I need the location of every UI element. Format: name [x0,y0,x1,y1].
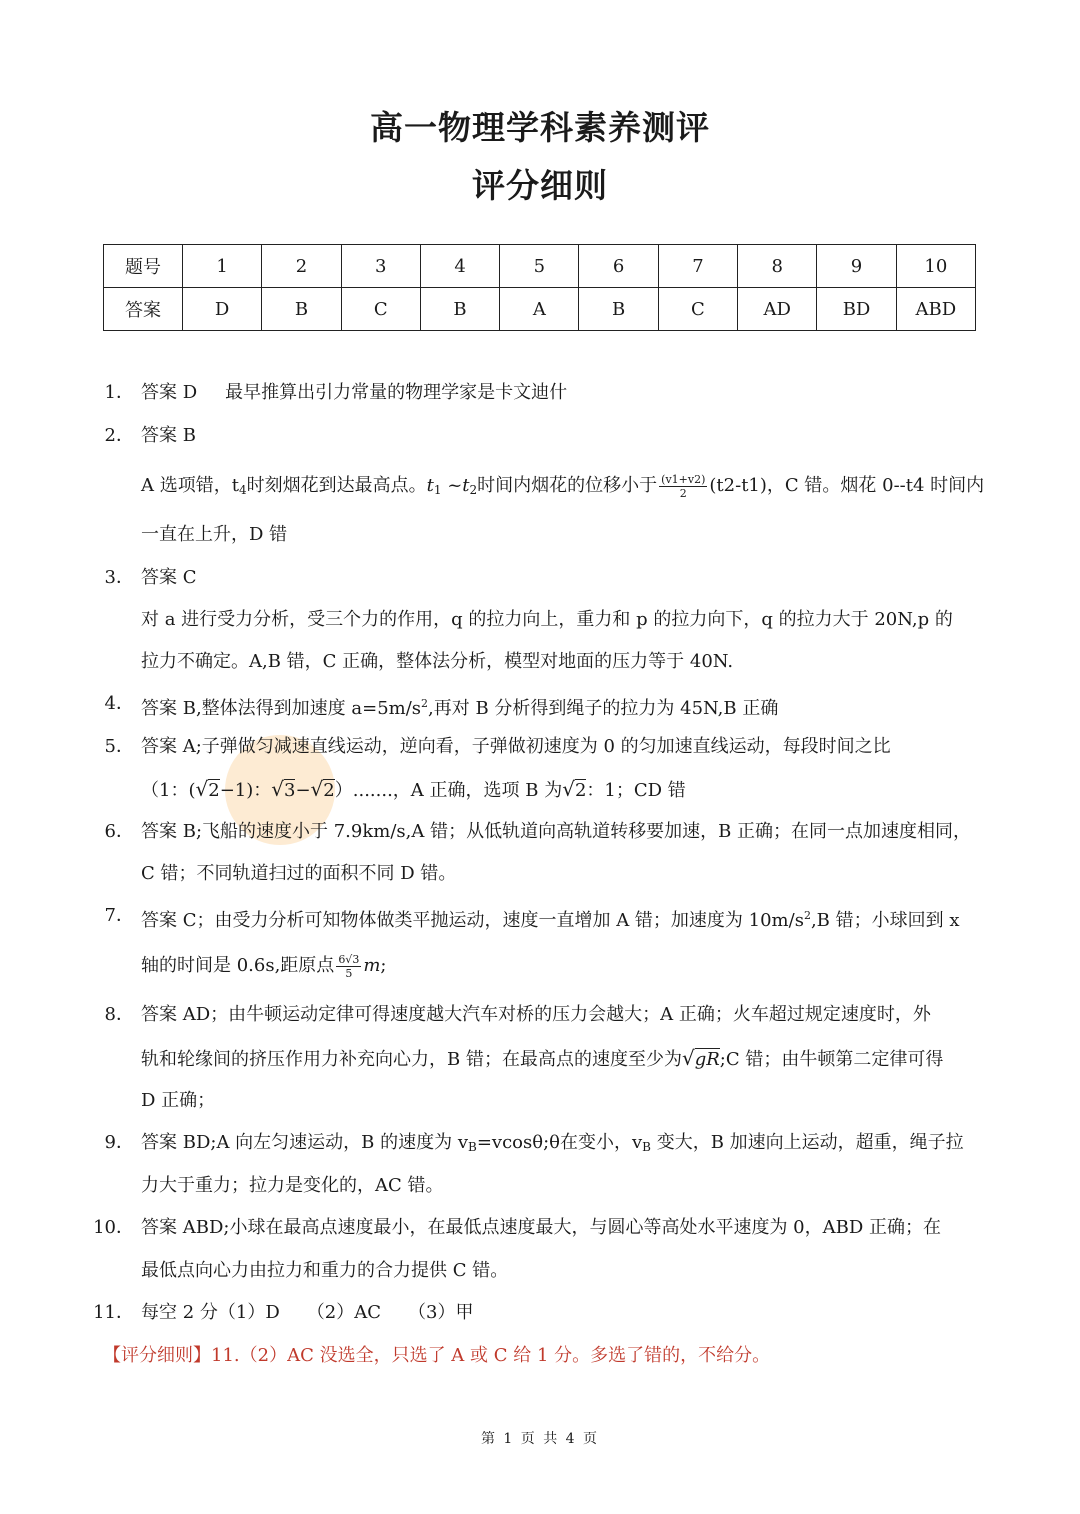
q8-line: 8． 答案 AD；由牛顿运动定律可得速度越大汽车对桥的压力会越大；A 正确；火车超过规定速度时，外 [0,1000,1080,1030]
distance-fraction: $\frac{6√3}{5}$ [338,952,360,980]
q7-line: 7． 答案 C；由受力分析可知物体做类平抛运动，速度一直增加 A 错；加速度为 $10m/s^2,B$ 错；小球回到 x [0,901,1080,931]
q11-line: 11． 每空 2 分（1）D （2）AC （3）甲 [0,1298,1080,1328]
q6-line: 6． 答案 B;飞船的速度小于 7.9km/s,A 错；从低轨道向高轨道转移要加速，B 正确；在同一点加速度相同， [0,817,1080,847]
table-cell: AD [738,288,817,331]
q9-explanation-line2: 力大于重力；拉力是变化的，AC 错。 [141,1175,444,1196]
q2-number: 2． [104,425,134,446]
q3-line [0,563,1080,593]
q6-number: 6． [104,821,134,842]
q1-line [0,378,1080,408]
table-cell: D [183,288,262,331]
table-cell: BD [817,288,896,331]
page-subtitle: 评分细则 [472,166,608,205]
table-cell: 9 [817,245,896,288]
table-cell: 7 [658,245,737,288]
q8-explanation-line2: 轨和轮缘间的挤压作用力补充向心力，B 错；在最高点的速度至少为√gR;C 错；由牛顿第二定律可得 [141,1046,944,1070]
page-footer: 第 1 页 共 4 页 [480,1431,600,1447]
table-cell: A [500,288,579,331]
table-cell: 1 [183,245,262,288]
table-cell: 8 [738,245,817,288]
q11-number: 11． [93,1302,134,1323]
q7-number: 7． [104,905,134,926]
q4-line: 4． 答案 B,整体法得到加速度 $a=5m/s^2$,再对 B 分析得到绳子的拉力为 45N,B 正确 [0,689,1080,719]
table-cell: ABD [896,288,975,331]
table-cell: 5 [500,245,579,288]
row-label-number: 题号 [104,245,183,288]
q8-number: 8． [104,1004,134,1025]
q5-explanation-line2: （1：(√2−1)：√3−√2）.......，A 正确，选项 B 为√2：1；CD 错 [141,777,686,801]
q5-number: 5． [104,736,134,757]
table-cell: 6 [579,245,658,288]
row-label-answer: 答案 [104,288,183,331]
velocity-fraction: $\frac{(v1+v2)}{2}$ [661,472,706,500]
table-cell: B [420,288,499,331]
table-cell: 10 [896,245,975,288]
q10-line: 10． 答案 ABD;小球在最高点速度最小，在最低点速度最大，与圆心等高处水平速度为 0，ABD 正确；在 [0,1213,1080,1243]
q2-explanation-line1: A 选项错，$t_4$时刻烟花到达最高点。$t_1$ $\sim t_2$时间内烟花的位移小于 $\frac{(v1+v2)}{2}$ (t2-t1)，C 错。烟花 0--t4 时间内 [141,472,985,500]
q2-line [0,421,1080,451]
q3-number: 3． [104,567,134,588]
q3-explanation-line1: 对 a 进行受力分析，受三个力的作用，q 的拉力向上，重力和 p 的拉力向下，q 的拉力大于 20N,p 的 [141,609,953,630]
q2-answer: 答案 B [141,425,196,446]
q3-explanation-line2: 拉力不确定。A,B 错，C 正确，整体法分析，模型对地面的压力等于 40N. [141,651,734,672]
table-cell: 3 [341,245,420,288]
q8-explanation-line3: D 正确； [141,1090,216,1111]
page-title: 高一物理学科素养测评 [370,108,710,147]
table-cell: B [579,288,658,331]
answer-table [103,244,976,331]
question-number-row [104,245,976,288]
q2-explanation-line2: 一直在上升，D 错 [141,524,288,545]
table-cell: B [262,288,341,331]
q1-explanation: 最早推算出引力常量的物理学家是卡文迪什 [225,382,568,403]
q1-answer: 答案 D [141,382,198,403]
q9-number: 9． [104,1132,134,1153]
q5-line: 5． 答案 A;子弹做匀减速直线运动，逆向看，子弹做初速度为 0 的匀加速直线运动，每段时间之比 [0,732,1080,762]
q1-number: 1． [104,382,134,403]
table-cell: C [341,288,420,331]
answer-row [104,288,976,331]
q6-explanation-line2: C 错；不同轨道扫过的面积不同 D 错。 [141,863,457,884]
table-cell: 2 [262,245,341,288]
table-cell: C [658,288,737,331]
scoring-note: 【评分细则】11.（2）AC 没选全，只选了 A 或 C 给 1 分。多选了错的，不给分。 [103,1345,771,1366]
q3-answer: 答案 C [141,567,197,588]
q4-number: 4． [104,693,134,714]
table-cell: 4 [420,245,499,288]
q9-line: 9． 答案 BD;A 向左匀速运动，B 的速度为 $v_B=vcos\theta;\theta$在变小，$v_B$ 变大，B 加速向上运动，超重，绳子拉 [0,1128,1080,1158]
q10-number: 10． [93,1217,134,1238]
q10-explanation-line2: 最低点向心力由拉力和重力的合力提供 C 错。 [141,1260,509,1281]
q7-explanation-line2: 轴的时间是 0.6s,距原点 $\frac{6√3}{5}$ m; [141,952,387,980]
